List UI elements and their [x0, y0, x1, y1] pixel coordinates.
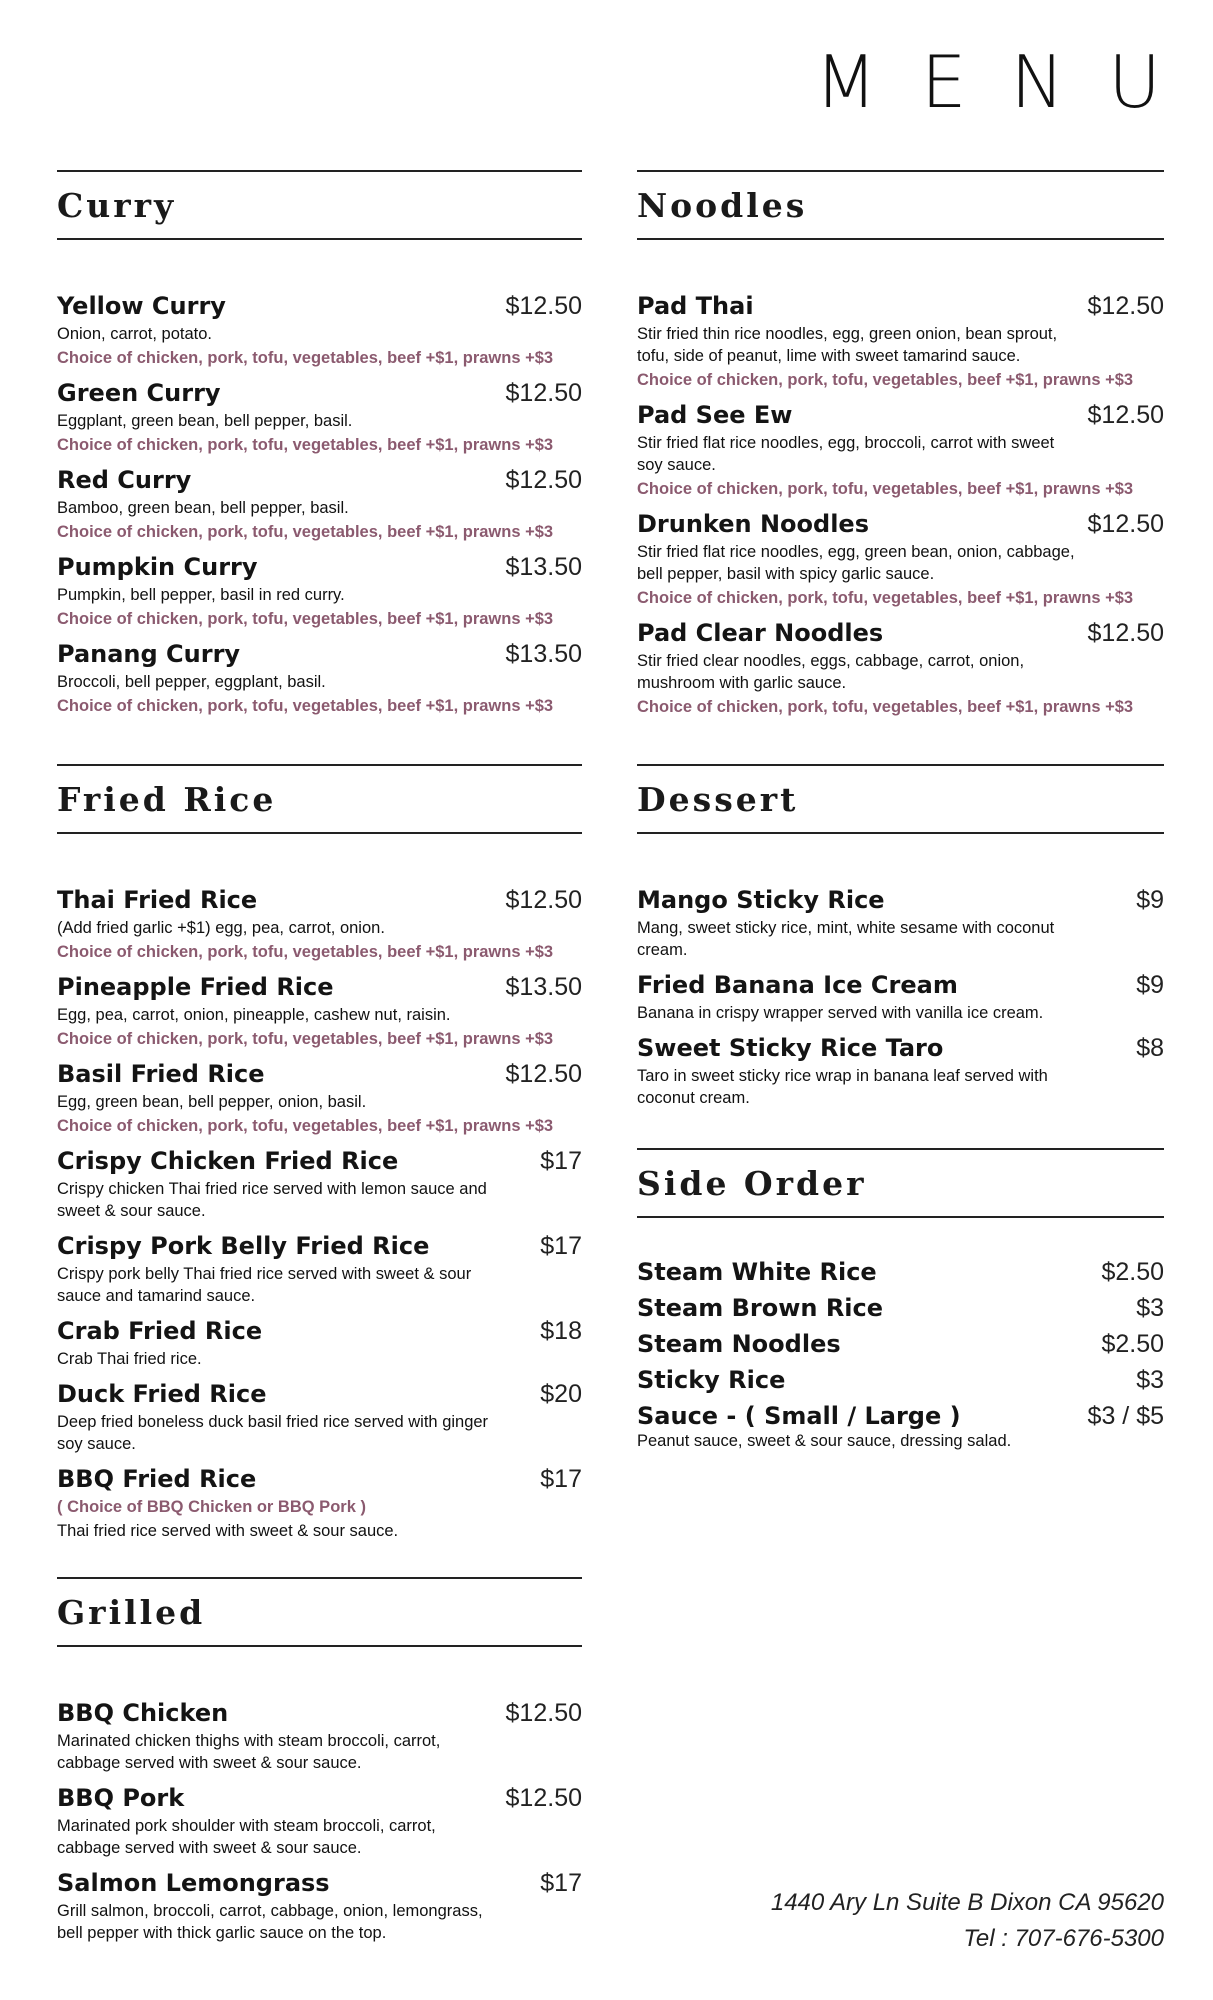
section-items [57, 886, 582, 1542]
menu-item-price: $20 [540, 1380, 582, 1408]
section-header [57, 170, 582, 240]
menu-item-description: Marinated pork shoulder with steam broccoli, carrot, cabbage served with sweet & sour sauce. [57, 1817, 436, 1857]
menu-item-price: $13.50 [505, 973, 582, 1001]
menu-item-price: $12.50 [505, 1784, 582, 1812]
menu-item [57, 886, 582, 963]
menu-item-description: Grill salmon, broccoli, carrot, cabbage, onion, lemongrass, bell pepper with thick garlic sauce on the top. [57, 1902, 483, 1942]
menu-item-row [637, 1366, 1164, 1392]
menu-item-protein-choice: Choice of chicken, pork, tofu, vegetables, beef +$1, prawns +$3 [637, 371, 1134, 389]
menu-item [57, 1060, 582, 1137]
menu-item [57, 973, 582, 1050]
menu-item-name: Thai Fried Rice [57, 886, 258, 914]
menu-item-name: Steam White Rice [637, 1258, 877, 1286]
menu-item [637, 510, 1164, 609]
menu-item-price: $12.50 [505, 466, 582, 494]
menu-item-price: $12.50 [1087, 401, 1164, 429]
menu-item-price: $12.50 [1087, 292, 1164, 320]
menu-item-row [57, 292, 582, 321]
menu-item-protein-choice: Choice of chicken, pork, tofu, vegetables, beef +$1, prawns +$3 [57, 349, 554, 367]
section-title: Grilled [57, 1593, 206, 1632]
section-items [637, 886, 1164, 1109]
address-text: 1440 Ary Ln Suite B Dixon CA 95620 [770, 1889, 1164, 1916]
menu-item [637, 1258, 1164, 1284]
menu-item-name: Drunken Noodles [637, 510, 869, 538]
menu-item-price: $17 [540, 1465, 582, 1493]
menu-item-price: $9 [1136, 886, 1164, 914]
menu-item-row [57, 886, 582, 915]
menu-item-description: Pumpkin, bell pepper, basil in red curry. [57, 586, 345, 604]
menu-item-name: Sweet Sticky Rice Taro [637, 1034, 944, 1062]
menu-item-price: $12.50 [1087, 510, 1164, 538]
menu-item-price: $17 [540, 1147, 582, 1175]
menu-item-price: $12.50 [505, 1699, 582, 1727]
menu-item [637, 1294, 1164, 1320]
menu-item [57, 553, 582, 630]
menu-item [637, 886, 1164, 961]
menu-item-description: Stir fried flat rice noodles, egg, broccoli, carrot with sweet soy sauce. [637, 434, 1055, 474]
section-items [57, 292, 582, 717]
menu-item-protein-choice: Choice of chicken, pork, tofu, vegetables, beef +$1, prawns +$3 [57, 1117, 554, 1135]
section-title: Dessert [637, 780, 799, 819]
menu-item [57, 1699, 582, 1774]
menu-item-name: Mango Sticky Rice [637, 886, 885, 914]
menu-item [57, 1869, 582, 1944]
menu-item-price: $3 / $5 [1087, 1402, 1164, 1430]
menu-item-row [57, 973, 582, 1002]
menu-item-protein-choice: Choice of chicken, pork, tofu, vegetables, beef +$1, prawns +$3 [57, 697, 554, 715]
menu-item-name: BBQ Fried Rice [57, 1465, 257, 1493]
menu-item-price: $9 [1136, 971, 1164, 999]
menu-item-description: Stir fried clear noodles, eggs, cabbage, carrot, onion, mushroom with garlic sauce. [637, 652, 1025, 692]
section-side-order [637, 1148, 1164, 1462]
section-dessert [637, 764, 1164, 1119]
section-curry [57, 170, 582, 727]
menu-item [637, 1330, 1164, 1356]
menu-item-description: Deep fried boneless duck basil fried rice served with ginger soy sauce. [57, 1413, 489, 1453]
menu-item-description: Crispy pork belly Thai fried rice served with sweet & sour sauce and tamarind sauce. [57, 1265, 472, 1305]
menu-item-row [57, 1317, 582, 1346]
menu-item-row [57, 1699, 582, 1728]
menu-item-description: Banana in crispy wrapper served with vanilla ice cream. [637, 1004, 1044, 1022]
menu-item-protein-choice: Choice of chicken, pork, tofu, vegetables, beef +$1, prawns +$3 [57, 1030, 554, 1048]
menu-item-protein-choice: Choice of chicken, pork, tofu, vegetables, beef +$1, prawns +$3 [637, 480, 1134, 498]
menu-item [637, 1034, 1164, 1109]
section-title: Side Order [637, 1164, 867, 1203]
menu-item-name: BBQ Chicken [57, 1699, 229, 1727]
menu-item-row [57, 1380, 582, 1409]
menu-item-name: Yellow Curry [57, 292, 226, 320]
menu-item-name: Crispy Pork Belly Fried Rice [57, 1232, 430, 1260]
menu-item-description: Peanut sauce, sweet & sour sauce, dressing salad. [637, 1432, 1012, 1450]
menu-item-price: $8 [1136, 1034, 1164, 1062]
menu-item-name: Sticky Rice [637, 1366, 786, 1394]
section-header [637, 764, 1164, 834]
menu-item-price: $12.50 [505, 292, 582, 320]
section-fried-rice [57, 764, 582, 1552]
menu-item-protein-choice: Choice of chicken, pork, tofu, vegetables, beef +$1, prawns +$3 [57, 436, 554, 454]
menu-item-row [637, 1294, 1164, 1320]
menu-item [637, 971, 1164, 1024]
phone-text: Tel : 707-676-5300 [963, 1925, 1164, 1952]
menu-item [57, 1147, 582, 1222]
menu-item-row [57, 1784, 582, 1813]
section-title: Fried Rice [57, 780, 277, 819]
menu-item-name: Salmon Lemongrass [57, 1869, 330, 1897]
menu-item [57, 1317, 582, 1370]
menu-item-name: Steam Noodles [637, 1330, 841, 1358]
menu-item-name: Pad See Ew [637, 401, 793, 429]
section-header [57, 764, 582, 834]
menu-item [637, 619, 1164, 718]
contact-info [771, 1885, 1164, 1957]
menu-item-price: $12.50 [505, 379, 582, 407]
menu-item [57, 466, 582, 543]
menu-item-row [637, 886, 1164, 915]
menu-item-description: Mang, sweet sticky rice, mint, white sesame with coconut cream. [637, 919, 1055, 959]
menu-item-row [637, 1330, 1164, 1356]
menu-item-row [57, 466, 582, 495]
menu-item-row [637, 971, 1164, 1000]
menu-item-description: Broccoli, bell pepper, eggplant, basil. [57, 673, 326, 691]
menu-item [57, 292, 582, 369]
menu-item-description: Crispy chicken Thai fried rice served with lemon sauce and sweet & sour sauce. [57, 1180, 487, 1220]
menu-item-description: Bamboo, green bean, bell pepper, basil. [57, 499, 349, 517]
menu-item-price: $13.50 [505, 553, 582, 581]
menu-item [57, 1784, 582, 1859]
menu-item [57, 379, 582, 456]
menu-item-description: Marinated chicken thighs with steam broccoli, carrot, cabbage served with sweet & sour sauce. [57, 1732, 441, 1772]
menu-item-price: $13.50 [505, 640, 582, 668]
menu-item-name: Pumpkin Curry [57, 553, 258, 581]
menu-item-protein-choice: Choice of chicken, pork, tofu, vegetables, beef +$1, prawns +$3 [637, 698, 1134, 716]
menu-item-name: Pineapple Fried Rice [57, 973, 334, 1001]
menu-item-description: (Add fried garlic +$1) egg, pea, carrot, onion. [57, 919, 385, 937]
menu-item-protein-choice: Choice of chicken, pork, tofu, vegetables, beef +$1, prawns +$3 [57, 943, 554, 961]
menu-item-price: $17 [540, 1869, 582, 1897]
menu-item-row [57, 1465, 582, 1494]
menu-item-protein-choice: Choice of chicken, pork, tofu, vegetables, beef +$1, prawns +$3 [57, 523, 554, 541]
menu-item-row [57, 1147, 582, 1176]
menu-item-price: $12.50 [505, 886, 582, 914]
menu-item-description: Onion, carrot, potato. [57, 325, 213, 343]
menu-item-option-note: ( Choice of BBQ Chicken or BBQ Pork ) [57, 1498, 366, 1516]
menu-item-description: Egg, green bean, bell pepper, onion, basil. [57, 1093, 367, 1111]
menu-item-description: Thai fried rice served with sweet & sour sauce. [57, 1522, 399, 1540]
menu-item-price: $2.50 [1101, 1258, 1164, 1286]
menu-item-protein-choice: Choice of chicken, pork, tofu, vegetables, beef +$1, prawns +$3 [57, 610, 554, 628]
menu-item-name: Duck Fried Rice [57, 1380, 267, 1408]
menu-item [637, 1366, 1164, 1392]
section-noodles [637, 170, 1164, 728]
menu-item-name: Panang Curry [57, 640, 241, 668]
menu-item-description: Egg, pea, carrot, onion, pineapple, cashew nut, raisin. [57, 1006, 451, 1024]
menu-item-row [57, 553, 582, 582]
section-title: Curry [57, 186, 177, 225]
menu-item-row [637, 1402, 1164, 1428]
menu-item [57, 640, 582, 717]
menu-item-description: Eggplant, green bean, bell pepper, basil. [57, 412, 353, 430]
menu-item-name: Red Curry [57, 466, 192, 494]
menu-item-row [637, 619, 1164, 648]
menu-item-price: $2.50 [1101, 1330, 1164, 1358]
menu-item-row [637, 1034, 1164, 1063]
menu-item-price: $3 [1136, 1366, 1164, 1394]
menu-item-price: $3 [1136, 1294, 1164, 1322]
menu-item-price: $18 [540, 1317, 582, 1345]
menu-item [637, 401, 1164, 500]
menu-item-row [57, 1869, 582, 1898]
menu-item-row [637, 292, 1164, 321]
menu-item-name: Pad Thai [637, 292, 754, 320]
menu-item-description: Stir fried flat rice noodles, egg, green bean, onion, cabbage, bell pepper, basil with spicy garlic sauce. [637, 543, 1075, 583]
menu-item-price: $17 [540, 1232, 582, 1260]
section-header [637, 1148, 1164, 1218]
section-items [57, 1699, 582, 1944]
menu-item-name: Crab Fried Rice [57, 1317, 263, 1345]
menu-item-price: $12.50 [505, 1060, 582, 1088]
menu-item-price: $12.50 [1087, 619, 1164, 647]
menu-item-row [57, 379, 582, 408]
section-items [637, 292, 1164, 718]
menu-item-name: Sauce - ( Small / Large ) [637, 1402, 961, 1430]
section-items [637, 1258, 1164, 1452]
menu-item-description: Crab Thai fried rice. [57, 1350, 202, 1368]
section-grilled [57, 1577, 582, 1954]
menu-item-row [57, 1060, 582, 1089]
menu-item-name: Basil Fried Rice [57, 1060, 265, 1088]
menu-item [57, 1465, 582, 1542]
menu-item-name: Steam Brown Rice [637, 1294, 884, 1322]
menu-item-description: Stir fried thin rice noodles, egg, green onion, bean sprout, tofu, side of peanut, lime with sweet tamarind sauce. [637, 325, 1058, 365]
menu-item [637, 1402, 1164, 1452]
menu-item [57, 1380, 582, 1455]
menu-item-row [637, 510, 1164, 539]
menu-item [637, 292, 1164, 391]
menu-item-protein-choice: Choice of chicken, pork, tofu, vegetables, beef +$1, prawns +$3 [637, 589, 1134, 607]
menu-item-name: Green Curry [57, 379, 221, 407]
section-title: Noodles [637, 186, 808, 225]
menu-item-name: Crispy Chicken Fried Rice [57, 1147, 399, 1175]
menu-item-name: Fried Banana Ice Cream [637, 971, 958, 999]
menu-item-name: BBQ Pork [57, 1784, 185, 1812]
menu-item-row [637, 401, 1164, 430]
menu-item-row [637, 1258, 1164, 1284]
menu-item-row [57, 640, 582, 669]
menu-item-name: Pad Clear Noodles [637, 619, 884, 647]
menu-item [57, 1232, 582, 1307]
menu-item-row [57, 1232, 582, 1261]
section-header [637, 170, 1164, 240]
menu-item-description: Taro in sweet sticky rice wrap in banana leaf served with coconut cream. [637, 1067, 1048, 1107]
menu-title: MENU [814, 40, 1205, 124]
section-header [57, 1577, 582, 1647]
